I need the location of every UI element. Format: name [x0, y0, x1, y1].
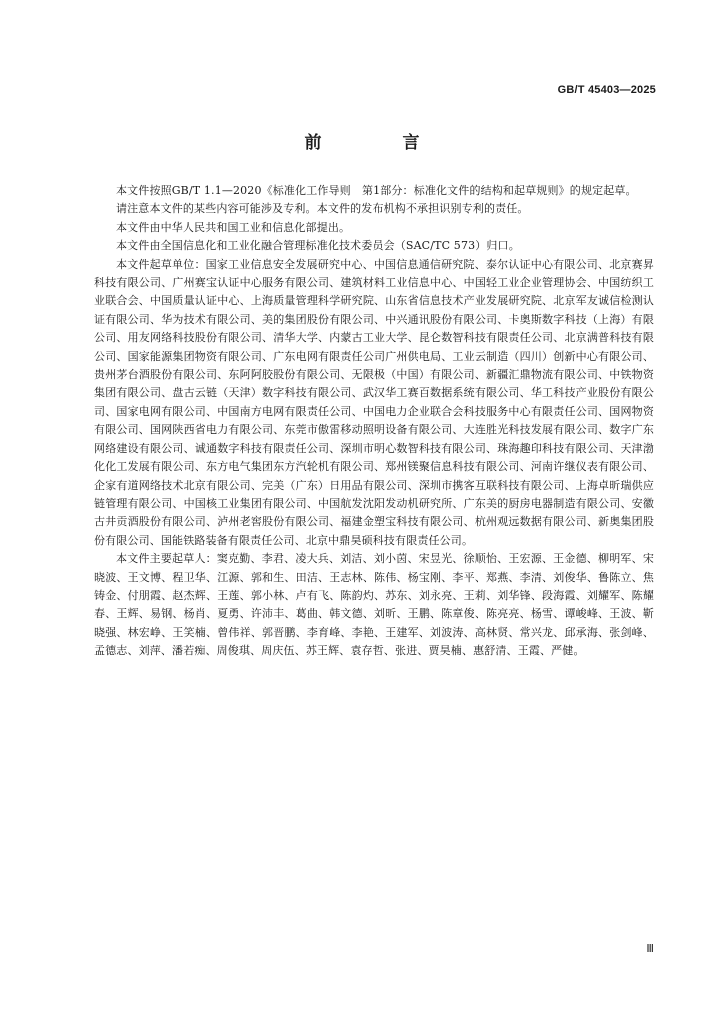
patent-notice-paragraph: 请注意本文件的某些内容可能涉及专利。本文件的发布机构不承担识别专利的责任。 [116, 202, 529, 216]
drafting-units-paragraph: 本文件起草单位：国家工业信息安全发展研究中心、中国信息通信研究院、泰尔认证中心有限公司、北京赛昇科技有限公司、广州赛宝认证中心服务有限公司、建筑材料工业信息中心、中国轻工业企业管理协会、中国纺织工业联合会、中国质量认证中心、上海质量管理科学研究院、山东省信息技术产业发展研究院、北京军友诚信检测认证有限公司、华为技术有限公司、美的集团股份有限公司、中兴通讯股份有限公司、卡奥斯数字科技（上海）有限公司、用友网络科技股份有限公司、清华大学、内蒙古工业大学、昆仑数智科技有限责任公司、北京满普科技有限公司、国家能源集团物资有限公司、广东电网有限责任公司广州供电局、工业云制造（四川）创新中心有限公司、贵州茅台酒股份有限公司、东阿阿胶股份有限公司、无限极（中国）有限公司、新疆汇鼎物流有限公司、中铁物资集团有限公司、盘古云链（天津）数字科技有限公司、武汉华工赛百数据系统有限公司、华工科技产业股份有限公司、国家电网有限公司、中国南方电网有限责任公司、中国电力企业联合会科技服务中心有限责任公司、国网物资有限公司、国网陕西省电力有限公司、东莞市傲雷移动照明设备有限公司、大连胜光科技发展有限公司、数字广东网络建设有限公司、诚通数字科技有限责任公司、深圳市明心数智科技有限公司、珠海趣印科技有限公司、天津渤化化工发展有限公司、东方电气集团东方汽轮机有限公司、郑州镁聚信息科技有限公司、河南许继仪表有限公司、企家有道网络技术北京有限公司、完美（广东）日用品有限公司、深圳市携客互联科技有限公司、上海卓昕瑞供应链管理有限公司、中国核工业集团有限公司、中国航发沈阳发动机研究所、广东美的厨房电器制造有限公司、安徽古井贡酒股份有限公司、泸州老窖股份有限公司、福建金塑宝科技有限公司、杭州观远数据有限公司、新奥集团股份有限公司、国能铁路装备有限责任公司、北京中鼎昊硕科技有限责任公司。 [94, 257, 654, 547]
standard-code: GB/T 45403—2025 [557, 84, 656, 96]
proposer-paragraph: 本文件由中华人民共和国工业和信息化部提出。 [116, 220, 351, 234]
page-number: Ⅲ [646, 943, 654, 955]
document-body [94, 182, 654, 661]
page-title: 前 言 [304, 133, 452, 153]
drafting-basis-paragraph: 本文件按照GB/T 1.1—2020《标准化工作导则 第1部分：标准化文件的结构和起草规则》的规定起草。 [116, 184, 637, 197]
drafters-paragraph: 本文件主要起草人：窦克勤、李君、凌大兵、刘洁、刘小茵、宋昱光、徐顺怡、王宏源、王金德、柳明军、宋晓波、王文博、程卫华、江源、郭和生、田洁、王志林、陈伟、杨宝刚、李平、郑燕、李清、刘俊华、鲁陈立、焦铸金、付朋霞、赵杰辉、王莲、郭小林、卢有飞、陈韵灼、苏东、刘永亮、王莉、刘华锋、段海霞、刘耀军、陈耀春、王辉、易钢、杨肖、夏勇、许沛丰、葛曲、韩文德、刘昕、王鹏、陈章俊、陈亮亮、杨雪、谭峻峰、王波、靳晓强、林宏峥、王笑楠、曾伟祥、郭晋鹏、李育峰、李艳、王建军、刘波涛、高林贤、常兴龙、邱承海、张剑峰、孟德志、刘萍、潘若痴、周俊琪、周庆伍、苏王辉、袁存哲、张进、贾昊楠、惠舒清、王霞、严健。 [94, 552, 654, 658]
committee-paragraph: 本文件由全国信息化和工业化融合管理标准化技术委员会（SAC/TC 573）归口。 [116, 239, 520, 253]
